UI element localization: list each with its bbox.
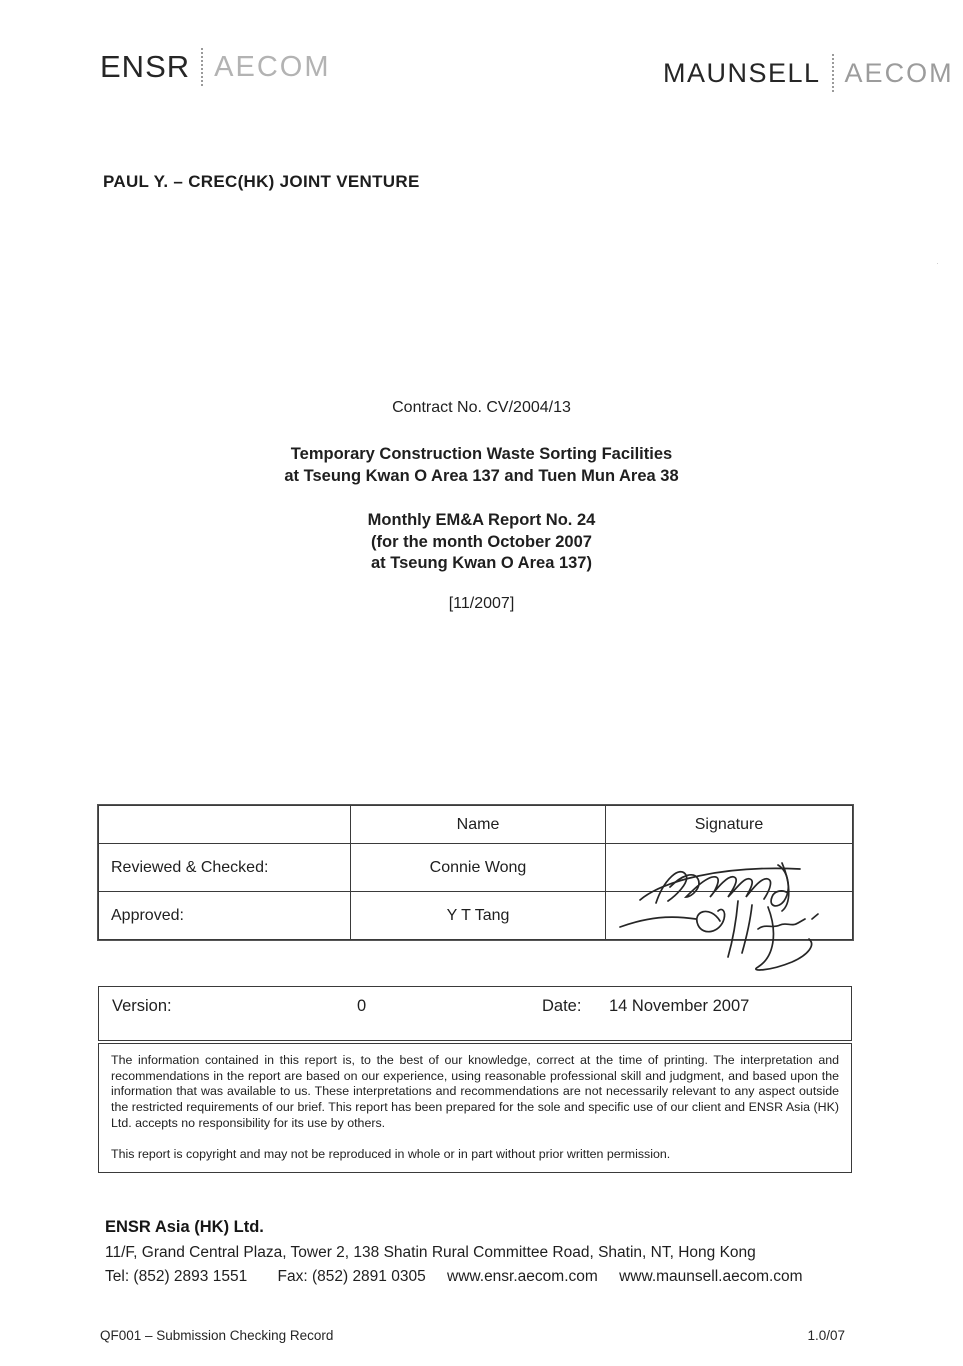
aecom-logo-text: AECOM (844, 57, 954, 88)
reviewed-checked-label: Reviewed & Checked: (99, 844, 351, 892)
page-footer (100, 1328, 845, 1343)
table-row (99, 844, 853, 892)
maunsell-aecom-logo (663, 54, 954, 92)
version-date-box (98, 986, 852, 1041)
aecom-logo-text: AECOM (214, 50, 331, 83)
header-signature-cell: Signature (606, 806, 853, 844)
scan-artifact: · (936, 258, 939, 268)
reviewer-signature-cell (606, 844, 853, 892)
website-maunsell: www.maunsell.aecom.com (619, 1268, 803, 1285)
date-label: Date: (542, 997, 582, 1015)
company-contact-line (105, 1268, 905, 1286)
copyright-statement: This report is copyright and may not be reproduced in whole or in part without prior written permission. (111, 1146, 671, 1161)
report-title-line2: (for the month October 2007 (371, 532, 592, 551)
maunsell-logo-text: MAUNSELL (663, 57, 821, 88)
approved-label: Approved: (99, 892, 351, 940)
report-title-line3: at Tseung Kwan O Area 137) (371, 554, 592, 572)
approver-signature-cell (606, 892, 853, 940)
approver-name: Y T Tang (351, 892, 606, 940)
telephone-number: Tel: (852) 2893 1551 (105, 1268, 248, 1285)
project-title-line2: at Tseung Kwan O Area 137 and Tuen Mun Area 38 (284, 467, 679, 485)
logo-divider (832, 54, 834, 92)
footer-document-code: QF001 – Submission Checking Record (100, 1328, 334, 1343)
date-value: 14 November 2007 (609, 997, 750, 1015)
ensr-aecom-logo (100, 48, 330, 86)
version-label: Version: (112, 997, 172, 1015)
signoff-table (98, 805, 853, 940)
report-title-line1: Monthly EM&A Report No. 24 (367, 511, 596, 529)
report-title (0, 510, 963, 575)
disclaimer-box (98, 1043, 852, 1173)
disclaimer-paragraph: The information contained in this report is, to the best of our knowledge, correct at the time of printing. The interpretation and recommendations in the report are based on our experience, using reasonable professional skill and judgment, and based upon the information that was available to us. These interpretations and recommendations are not necessarily relevant to any aspect outside the restricted requirements of our brief. This report has been prepared for the sole and specific use of our client and ENSR Asia (HK) Ltd. accepts no responsibility for its use by others. (111, 1053, 839, 1130)
version-value: 0 (357, 997, 367, 1015)
company-address: 11/F, Grand Central Plaza, Tower 2, 138 Shatin Rural Committee Road, Shatin, NT, Hong Kong (105, 1244, 756, 1261)
table-row (99, 892, 853, 940)
header-name-cell: Name (351, 806, 606, 844)
contract-number: Contract No. CV/2004/13 (392, 399, 571, 416)
company-info-block (105, 1218, 905, 1286)
fax-number: Fax: (852) 2891 0305 (277, 1268, 426, 1285)
issue-code: [11/2007] (448, 595, 515, 612)
company-name: ENSR Asia (HK) Ltd. (105, 1218, 264, 1236)
project-title (0, 443, 963, 487)
table-header-row (99, 806, 853, 844)
logo-divider (201, 48, 203, 86)
footer-revision-code: 1.0/07 (807, 1328, 845, 1343)
joint-venture-heading: PAUL Y. – CREC(HK) JOINT VENTURE (103, 172, 420, 191)
ensr-logo-text: ENSR (100, 49, 191, 84)
reviewer-name: Connie Wong (351, 844, 606, 892)
header-empty-cell (99, 806, 351, 844)
website-ensr: www.ensr.aecom.com (447, 1268, 598, 1285)
project-title-line1: Temporary Construction Waste Sorting Facilities (290, 445, 673, 463)
